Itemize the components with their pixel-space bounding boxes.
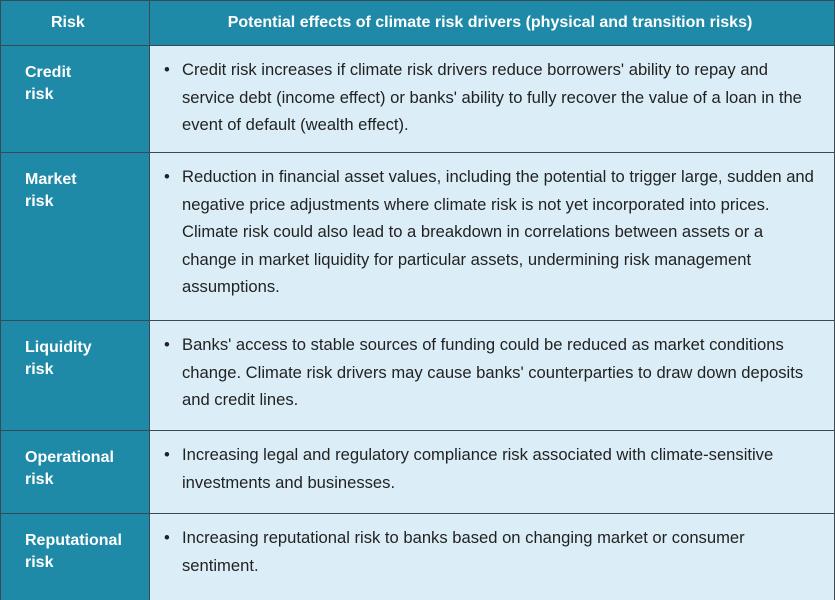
effect-cell-liquidity [150, 321, 834, 431]
effect-cell-credit [150, 46, 834, 153]
header-effects: Potential effects of climate risk drivers (physical and transition risks) [150, 1, 834, 46]
effect-list [164, 56, 820, 139]
effect-cell-operational [150, 431, 834, 514]
effect-list [164, 524, 820, 579]
effect-bullet: • Reduction in financial asset values, including the potential to trigger large, sudden and negative price adjustments where climate risk is not yet incorporated into prices. Climate risk could also lead to a breakdown in correlations between assets or a change in market liquidity for particular assets, undermining risk management assumptions. [164, 163, 820, 301]
effect-list [164, 163, 820, 301]
effect-cell-market [150, 153, 834, 321]
header-risk: Risk [1, 1, 150, 46]
risk-label-reputational [1, 514, 150, 600]
risk-label-line1: Credit [25, 64, 72, 81]
effect-list [164, 441, 820, 496]
effect-bullet: • Increasing legal and regulatory compliance risk associated with climate-sensitive investments and businesses. [164, 441, 820, 496]
effect-cell-reputational [150, 514, 834, 600]
risk-label-line1: Liquidity [25, 339, 92, 356]
risk-label-line1: Reputational [25, 532, 122, 549]
effect-bullet: • Increasing reputational risk to banks based on changing market or consumer sentiment. [164, 524, 820, 579]
effect-list [164, 331, 820, 414]
risk-label-liquidity [1, 321, 150, 431]
effect-bullet: • Credit risk increases if climate risk drivers reduce borrowers' ability to repay and service debt (income effect) or banks' ability to fully recover the value of a loan in the event of default (wealth effect). [164, 56, 820, 139]
risk-label-line2: risk [25, 193, 54, 210]
risk-label-line1: Market [25, 171, 77, 188]
risk-label-line2: risk [25, 86, 54, 103]
risk-label-line2: risk [25, 554, 54, 571]
risk-label-market [1, 153, 150, 321]
risk-label-credit [1, 46, 150, 153]
effect-bullet: • Banks' access to stable sources of funding could be reduced as market conditions change. Climate risk drivers may cause banks' counterparties to draw down deposits and credit lines. [164, 331, 820, 414]
risk-label-line1: Operational [25, 449, 114, 466]
risk-label-line2: risk [25, 471, 54, 488]
risk-label-line2: risk [25, 361, 54, 378]
risk-label-operational [1, 431, 150, 514]
